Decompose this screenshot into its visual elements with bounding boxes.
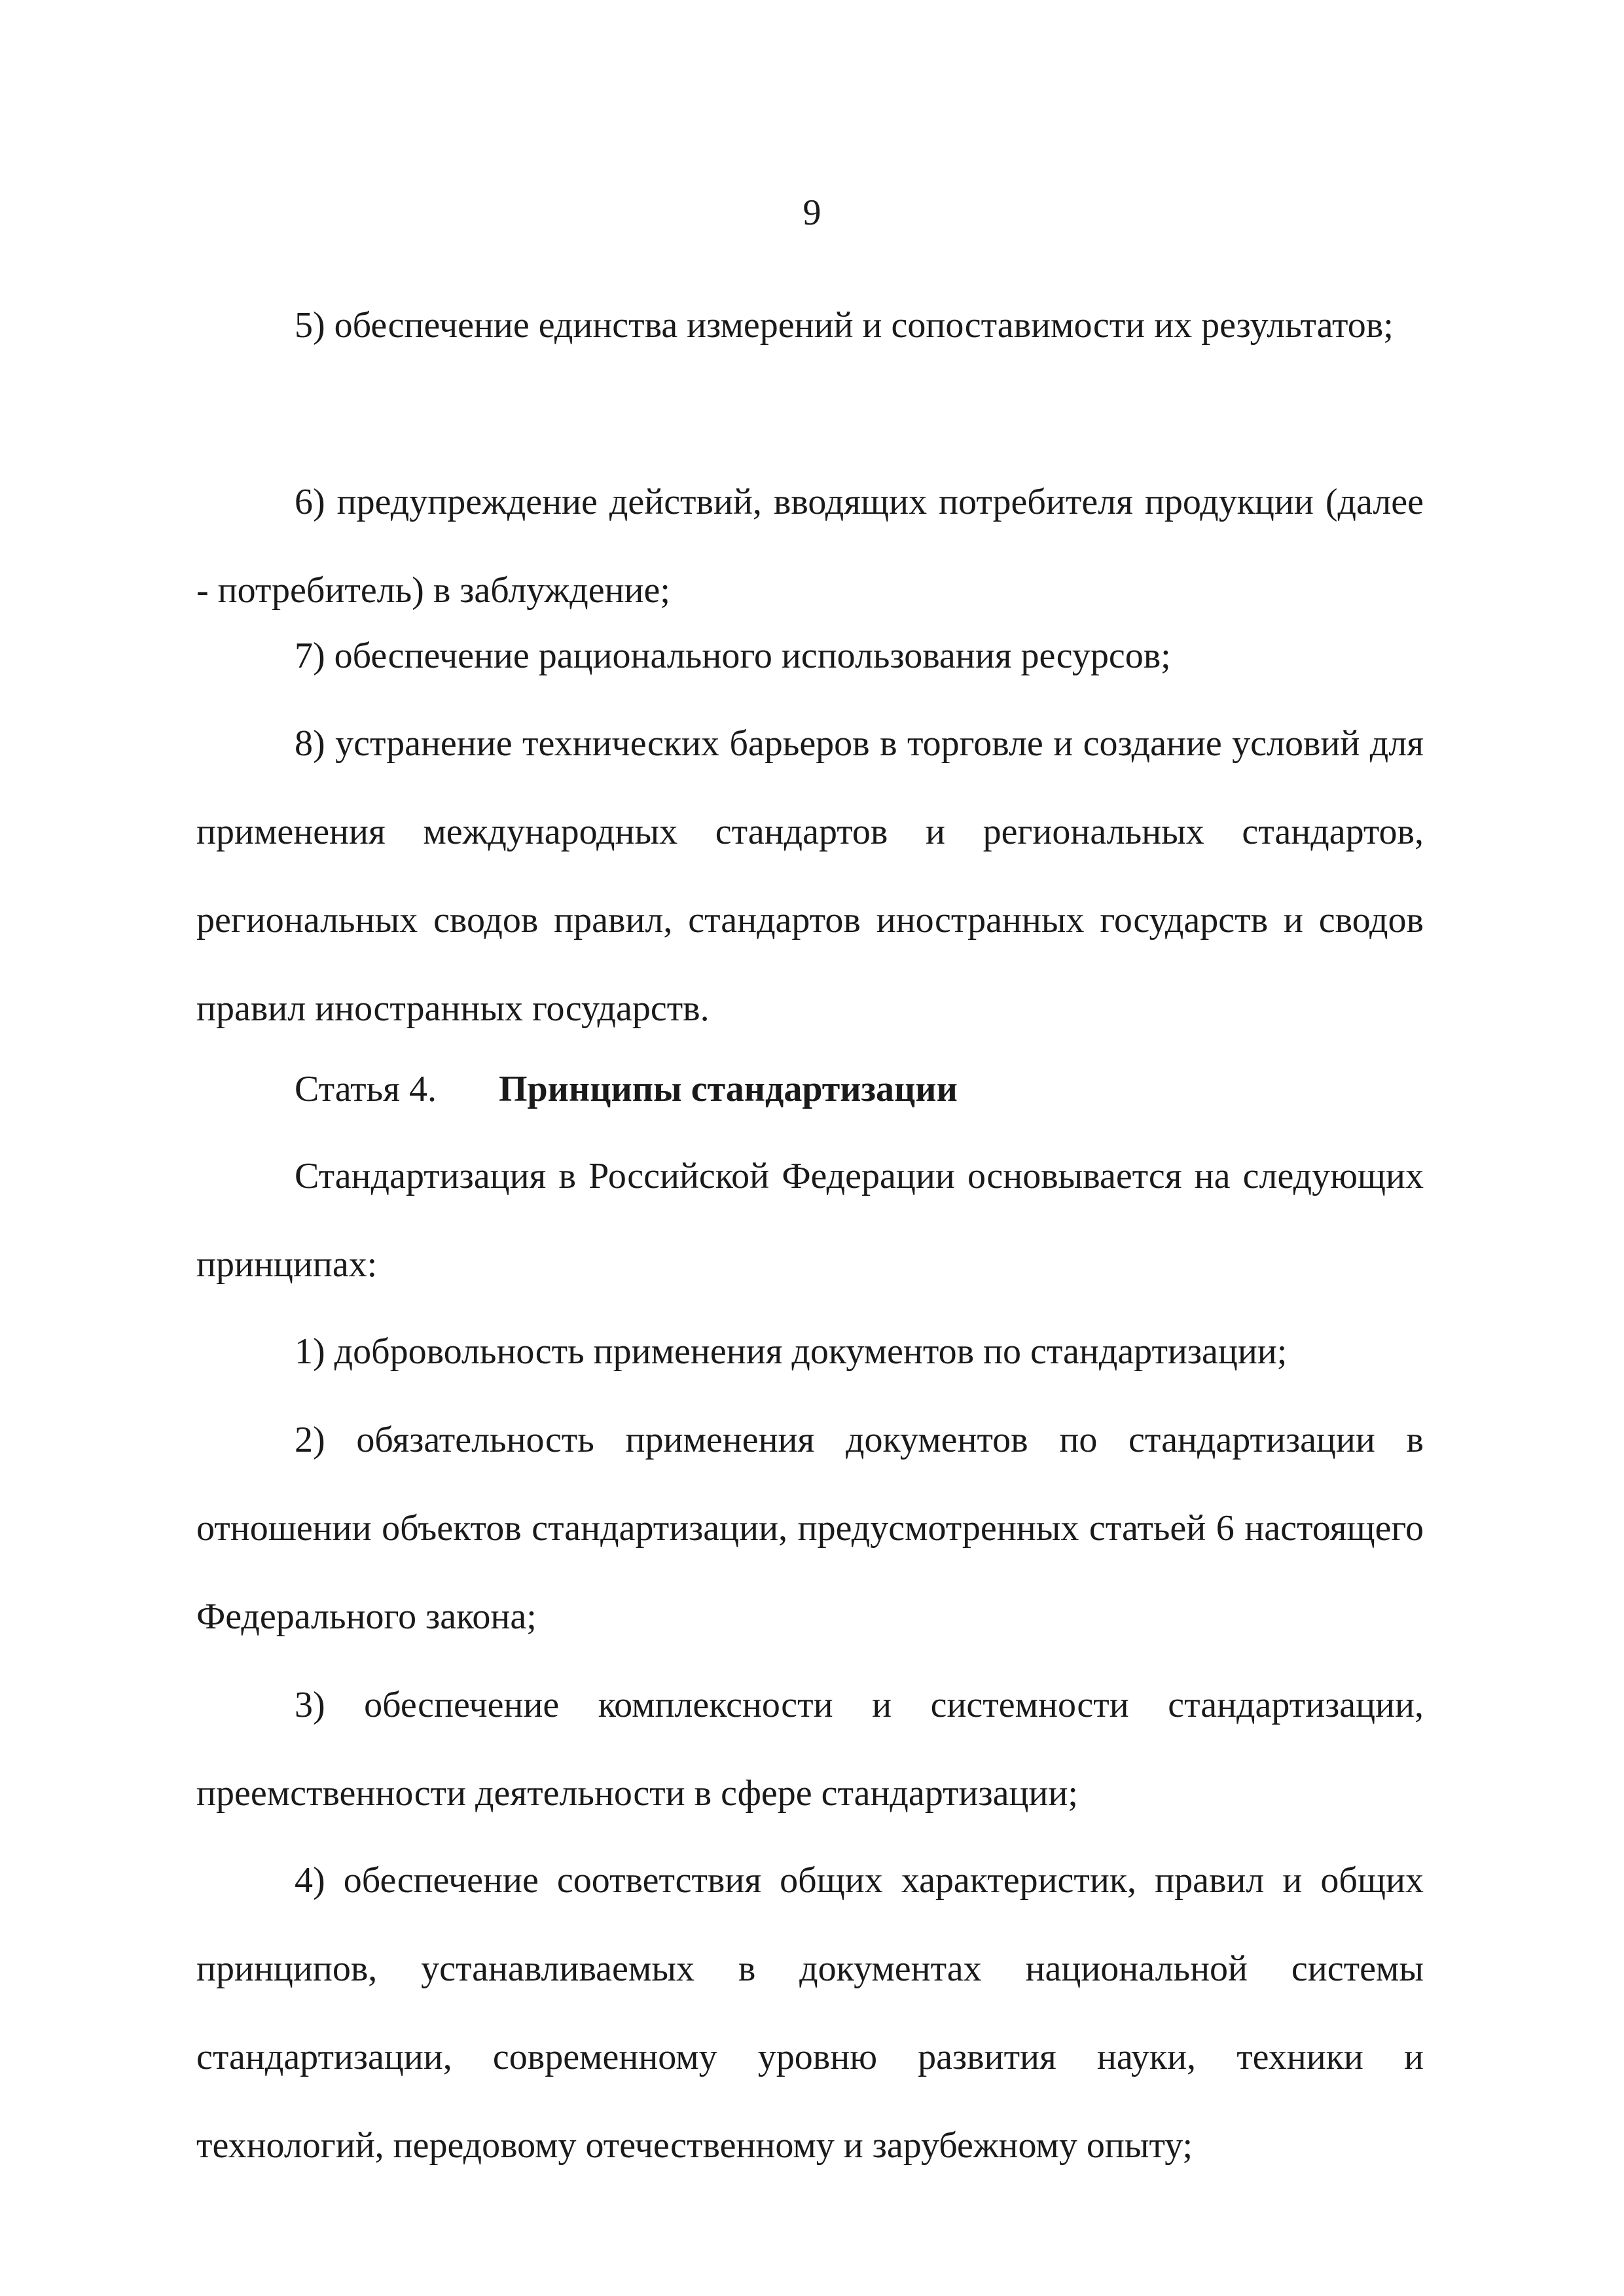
principle-item-4: 4) обеспечение соответствия общих характеристик, правил и общих принципов, устанавливаемых в документах национальной системы стандартизации, современному уровню развития науки, техники и технологий, передовому отечественному и зарубежному опыту; [196,1860,1424,2166]
article-heading [295,1045,958,1134]
principle-item-2: 2) обязательность применения документов по стандартизации в отношении объектов стандартизации, предусмотренных статьей 6 настоящего Федерального закона; [196,1420,1424,1637]
article-label: Статья 4. [295,1069,437,1109]
paragraph-intro: Стандартизация в Российской Федерации основывается на следующих принципах: [196,1156,1424,1285]
paragraph-item-6: 6) предупреждение действий, вводящих потребителя продукции (далее - потребитель) в заблуждение; [196,482,1424,611]
page-number: 9 [803,192,821,233]
article-title: Принципы стандартизации [498,1069,958,1109]
principle-item-1: 1) добровольность применения документов по стандартизации; [295,1331,1288,1372]
principle-item-3: 3) обеспечение комплексности и системности стандартизации, преемственности деятельности в сфере стандартизации; [196,1685,1424,1814]
paragraph-item-5: 5) обеспечение единства измерений и сопоставимости их результатов; [295,305,1394,346]
paragraph-item-7: 7) обеспечение рационального использования ресурсов; [295,636,1171,676]
paragraph-item-8: 8) устранение технических барьеров в торговле и создание условий для применения международных стандартов и региональных стандартов, региональных сводов правил, стандартов иностранных государств и сводов правил иностранных государств. [196,723,1424,1029]
